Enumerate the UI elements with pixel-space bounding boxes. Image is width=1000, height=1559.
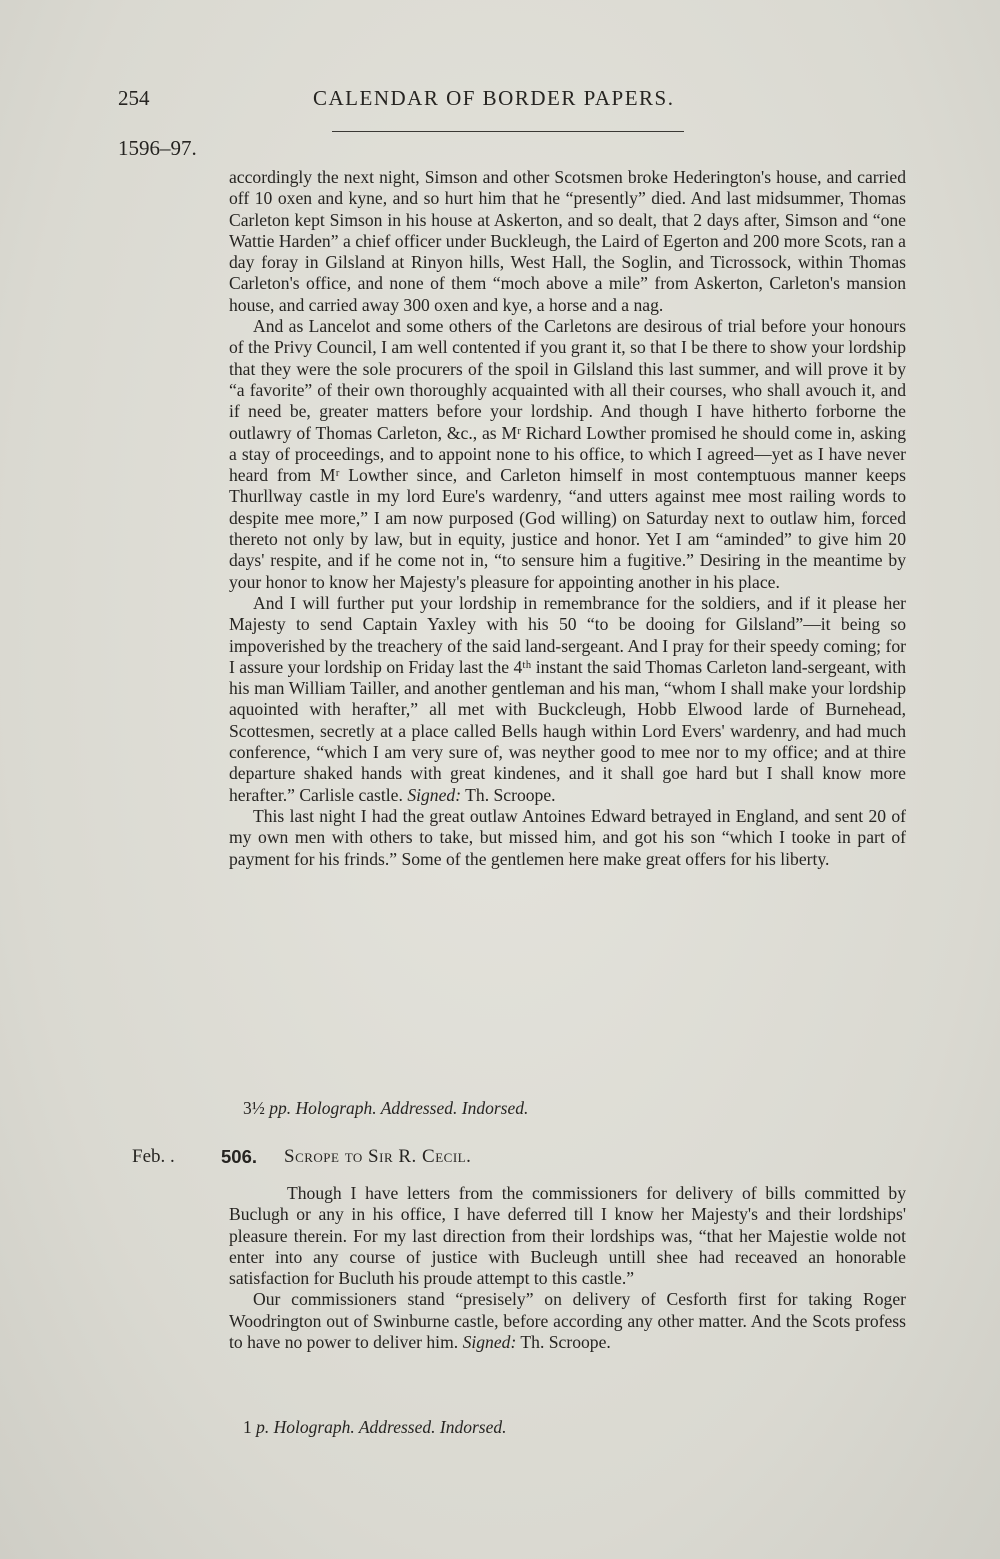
letter-one-description — [243, 1098, 528, 1119]
entry-date: Feb. . — [132, 1146, 175, 1167]
running-title: CALENDAR OF BORDER PAPERS. — [313, 86, 675, 110]
entry-number: 506. — [221, 1146, 258, 1167]
signed-label: Signed: — [462, 1332, 517, 1353]
entry-title: Scrope to Sir R. Cecil. — [284, 1146, 472, 1167]
year-marginal: 1596–97. — [118, 136, 197, 160]
letter-one-paragraph-2: And as Lancelot and some others of the Carletons are desirous of trial before your honours of the Privy Council, I am well contented if you grant it, so that I be there to show your lordship that they were the sole procurers of the spoil in Gilsland this last summer, and will prove it by “a favorite” of their own thoroughly acquainted with all their courses, who shall avouch it, and if need be, greater matters before your lordship. And though I have hitherto forborne the outlawry of Thomas Carleton, &c., as Mʳ Richard Lowther promised he should come in, asking a stay of proceedings, and to appoint none to his office, to which I agreed—yet as I have never heard from Mʳ Lowther since, and Carleton himself in most contemptuous manner keeps Thurllway castle in my lord Eure's wardenry, “and utters against mee most railing words to despite mee more,” I am now purposed (God willing) on Saturday next to outlaw him, forced thereto not only by law, but in equity, justice and honor. Yet I am “aminded” to give him 20 days' respite, and if he come not in, “to sensure him a fugitive.” Desiring in the meantime by your honor to know her Majesty's pleasure for appointing another in his place. — [229, 316, 906, 592]
signed-name: Th. Scroope. — [520, 1332, 611, 1353]
signed-label: Signed: — [407, 784, 462, 805]
header-rule — [332, 131, 684, 132]
paragraph-text: Our commissioners stand “presisely” on delivery of Cesforth first for taking Roger Woodrington out of Swinburne castle, before according any other matter. And the Scots profess to have no power to deliver him. — [229, 1289, 906, 1353]
letter-two-body — [229, 1183, 906, 1353]
entry-heading — [118, 1146, 918, 1172]
paragraph-text: And I will further put your lordship in remembrance for the soldiers, and if it please her Majesty to send Captain Yaxley with his 50 “to be dooing for Gilsland”—it being so impoverished by the treachery of the said land-sergeant. And I pray for their speedy coming; for I assure your lordship on Friday last the 4ᵗʰ instant the said Thomas Carleton land-sergeant, with his man William Tailler, and another gentleman and his man, “whom I shall make your lordship aquointed with herafter,” all met with Buckcleugh, Hobb Elwood larde of Burnehead, Scottesmen, secretly at a place called Bells haugh within Lord Evers' wardenry, and had much conference, “which I am very sure of, was neyther good to mee nor to my office; and at thire departure shaked hands with great kindenes, and it shall goe hard but I shall know more herafter.” Carlisle castle. — [229, 592, 906, 805]
description-text: p. Holograph. Addressed. Indorsed. — [256, 1417, 507, 1437]
page-header — [118, 86, 918, 116]
letter-one-paragraph-3 — [229, 593, 906, 806]
letter-two-paragraph-1: Though I have letters from the commissioners for delivery of bills committed by Buclugh or any in his office, I have deferred till I know her Majesty's and their lordships' pleasure therein. For my last direction from their lordships was, “that her Majestie wolde not enter into any course of justice with Bucleugh untill shee had receaved an honorable satisfaction for Bucluth his proude attempt to this castle.” — [229, 1183, 906, 1289]
description-text: pp. Holograph. Addressed. Indorsed. — [269, 1098, 529, 1118]
letter-one-paragraph-4: This last night I had the great outlaw Antoines Edward betrayed in England, and sent 20 of my own men with others to take, but missed him, and got his son “which I tooke in part of payment for his frinds.” Some of the gentlemen here make great offers for his liberty. — [229, 805, 906, 869]
letter-two-description — [243, 1417, 506, 1438]
page-count: 1 — [243, 1417, 252, 1437]
page-count: 3½ — [243, 1098, 265, 1118]
letter-one-body — [229, 167, 906, 870]
page-number: 254 — [118, 86, 150, 110]
signed-name: Th. Scroope. — [465, 784, 556, 805]
letter-two-paragraph-2 — [229, 1289, 906, 1353]
letter-one-paragraph-1: accordingly the next night, Simson and other Scotsmen broke Hederington's house, and carried off 10 oxen and kyne, and so hurt him that he “presently” died. And last midsummer, Thomas Carleton kept Simson in his house at Askerton, and so dealt, that 2 days after, Simson and “one Wattie Harden” a chief officer under Buckleugh, the Laird of Egerton and 200 more Scots, ran a day foray in Gilsland at Rinyon hills, West Hall, the Soglin, and Ticrossock, within Thomas Carleton's office, and none of them “moch above a mile” from Askerton, Carleton's mansion house, and carried away 300 oxen and kye, a horse and a nag. — [229, 167, 906, 315]
